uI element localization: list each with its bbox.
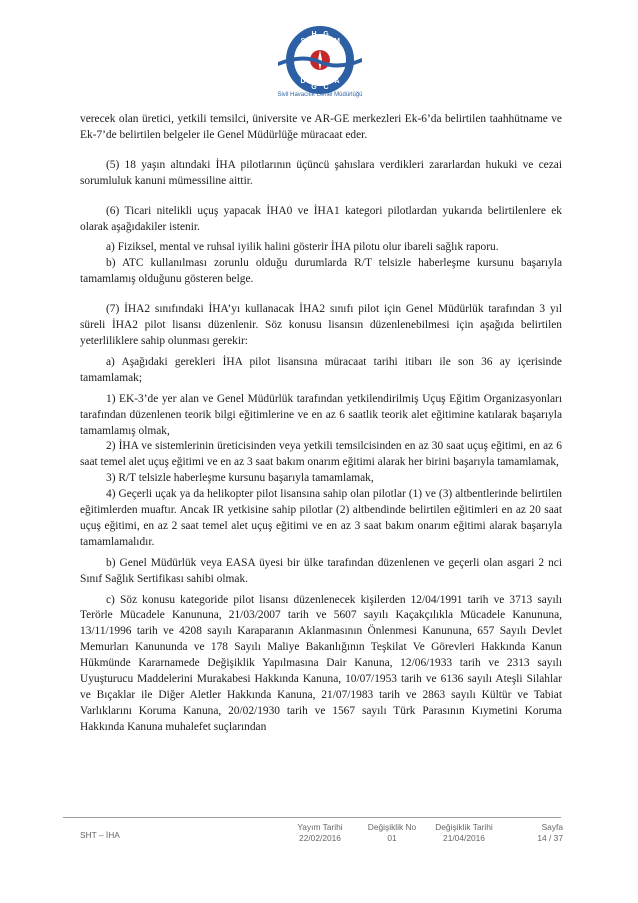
list-item: 3) R/T telsizle haberleşme kursunu başarıyla tamamlamak, [106,472,374,485]
footer-publish-date [284,822,356,844]
footer-value: 21/04/2016 [443,833,485,843]
list-item: c) Söz konusu kategoride pilot lisansı düzenlenecek kişilerden 12/04/1991 tarih ve 3713 sayılı Terörle Mücadele Kanununa, 21/03/2007 tarih ve 5607 sayılı Kaçakçılıkla Mücadele Kanununa, 13/11/1996 tarih ve 4208 sayılı Karaparanın Aklanmasının Önlenmesi Kanununa, 657 Sayılı Devlet Memurları Kanununda ve 178 Sayılı Maliye Bakanlığının Teşkilat Ve Görevleri Hakkında Kanun Hükmünde Kararnamede Değişiklik Yapılmasına Dair Kanuna, 12/06/1933 tarih ve 2313 sayılı Uyuşturucu Maddelerini Murakabesi Hakkında Kanuna, 10/07/1953 tarih ve 6136 sayılı Ateşli Silahlar ve Bıçaklar ile Diğer Aletler Hakkında Kanuna, 21/07/1983 tarih ve 2863 sayılı Kültür ve Tabiat Varlıklarını Koruma Kanuna, 20/02/1930 tarih ve 1567 sayılı Türk Parasının Kıymetini Koruma Hakkında Kanuna muhalefet suçlarından [80,593,562,733]
footer-revision-date [425,822,503,844]
document-body [80,112,562,736]
logo-letter: G [323,31,329,38]
logo-letter: M [334,38,340,45]
logo-letter: H [311,31,317,38]
paragraph: (6) Ticari nitelikli uçuş yapacak İHA0 ve İHA1 kategori pilotlardan yukarıda belirtilenlere ek olarak aşağıdakiler istenir. [80,204,562,233]
logo-letter: G [311,84,317,91]
list-item: b) ATC kullanılması zorunlu olduğu durumlarda R/T telsizle haberleşme kursunu başarıyla tamamlamış olduğunu gösteren belge. [80,257,562,286]
list-item: 2) İHA ve sistemlerinin üreticisinden veya yetkili temsilcisinden en az 30 saat uçuş eğitimi, en az 6 saat temel alet uçuş eğitimi ve en az 3 saat bakım onarım eğitimi alarak her birini başarıyla tamamlamak, [80,440,562,469]
logo-caption: Sivil Havacılık Genel Müdürlüğü [277,92,363,98]
list-item: a) Fiziksel, mental ve ruhsal iyilik halini gösterir İHA pilotu olur ibareli sağlık raporu. [106,241,499,254]
paragraph: verecek olan üretici, yetkili temsilci, üniversite ve AR-GE merkezleri Ek-6’da belirtilen taahhütname ve Ek-7’de belirtilen belgeler ile Genel Müdürlüğe müracaat eder. [80,113,562,141]
footer-label: Değişiklik No [367,822,417,832]
list-item: 4) Geçerli uçak ya da helikopter pilot lisansına sahip olan pilotlar (1) ve (3) altbentlerinde belirtilen eğitimlerden muaftır. Ancak IR yetkisine sahip pilotlar (2) altbendinde belirtilen eğitimleri en az 20 saat uçuş eğitimi, en az 2 saat temel alet uçuş eğitimi ve en az 3 saat bakım onarım eğitimi alarak başarıyla tamamlamalıdır. [80,488,562,548]
paragraph: (5) 18 yaşın altındaki İHA pilotlarının üçüncü şahıslara verdikleri zararlardan hukuki ve cezai sorumluluk kanuni mümessiline aittir. [80,158,562,187]
list-item: b) Genel Müdürlük veya EASA üyesi bir ülke tarafından düzenlenen ve geçerli olan asgari 2 nci Sınıf Sağlık Sertifikası sahibi olmak. [80,556,562,585]
list-item: 1) EK-3’de yer alan ve Genel Müdürlük tarafından yetkilendirilmiş Uçuş Eğitim Organizasyonları tarafından düzenlenen teorik bilgi eğitimlerine ve en az 6 saatlik teorik alet eğitimine katılarak başarıyla tamamlamış olmak, [80,392,562,437]
logo-letter: D [300,78,306,85]
logo-letter: S [300,38,306,45]
footer-label: Yayım Tarihi [297,822,343,832]
footer-label: Değişiklik Tarihi [435,822,493,832]
footer-divider [63,817,561,818]
footer-value: 22/02/2016 [299,833,341,843]
footer-value: 01 [387,833,397,843]
footer-label: Sayfa [541,822,563,832]
logo-letter: A [334,78,340,85]
paragraph: (7) İHA2 sınıfındaki İHA’yı kullanacak İHA2 sınıfı pilot için Genel Müdürlük tarafından 3 yıl süreli İHA2 pilot lisansı düzenlenir. Söz konusu lisansın düzenlenebilmesi için aşağıda belirtilen yeterliliklere sahip olunması gerekir: [80,303,562,347]
logo-letter: C [323,84,329,91]
footer-revision-number [362,822,422,844]
footer-page-number [505,822,563,844]
footer-doc-code: SHT – İHA [80,830,120,840]
footer-value: 14 / 37 [537,833,563,843]
list-item: a) Aşağıdaki gerekleri İHA pilot lisansına müracaat tarihi itibarı ile son 36 ay içerisinde tamamlamak; [80,355,562,384]
